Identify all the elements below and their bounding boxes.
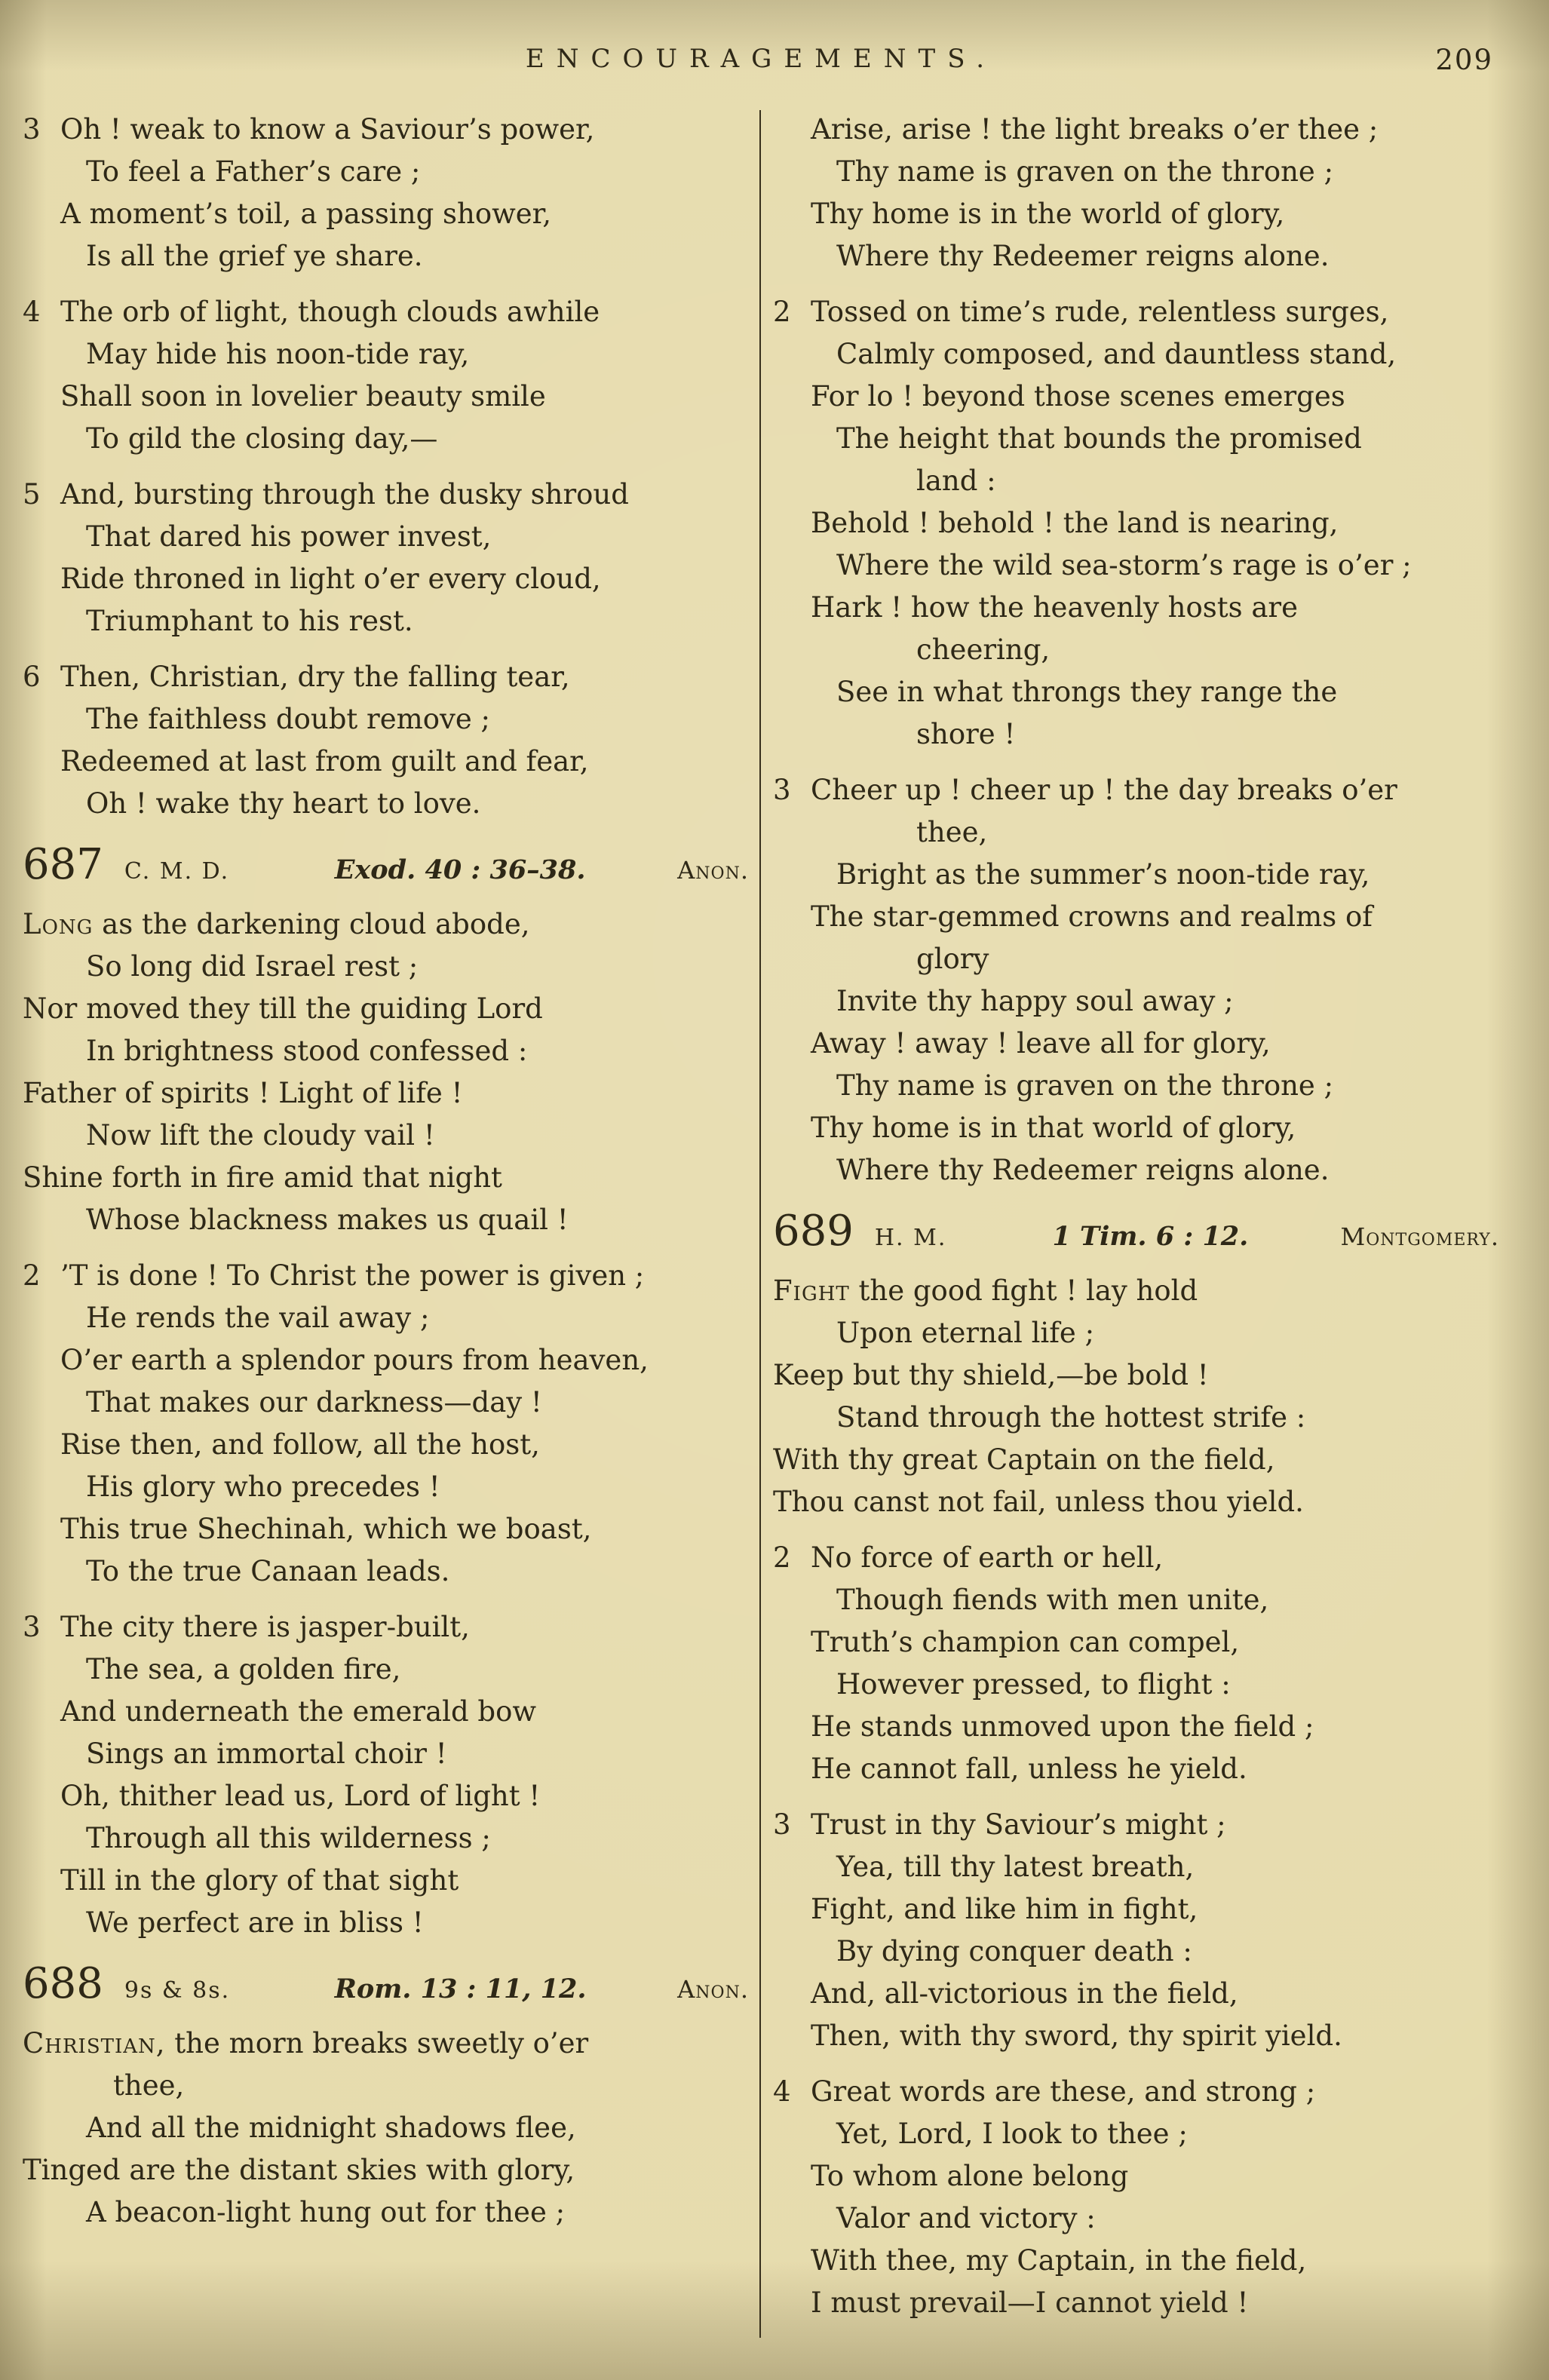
verse-line: The orb of light, though clouds awhile [60,296,600,328]
verse [773,2071,1499,2324]
verse-line: And, bursting through the dusky shroud [60,478,629,511]
verse-line: Tossed on time’s rude, relentless surges, [811,296,1389,328]
verse [773,291,1499,756]
verse-line: To gild the closing day,— [86,422,438,455]
verse-number: 4 [23,296,41,328]
verse-line: A moment’s toil, a passing shower, [60,198,552,230]
verse-line: Truth’s champion can compel, [811,1626,1240,1658]
verse-line: And, all-victorious in the field, [811,1977,1238,2010]
verse-line: The city there is jasper-built, [60,1611,470,1643]
verse-line: Trust in thy Saviour’s might ; [811,1808,1226,1841]
verse [23,109,749,278]
hymn-scripture-reference: Rom. 13 : 11, 12. [334,1974,587,2004]
verse [23,656,749,825]
hymn-header [23,840,749,893]
verse-line: Yea, till thy latest breath, [836,1851,1195,1883]
verse-line: And underneath the emerald bow [60,1695,537,1728]
verse-line: O’er earth a splendor pours from heaven, [60,1344,649,1376]
verse-line: Whose blackness makes us quail ! [86,1204,569,1236]
verse-line: Then, Christian, dry the falling tear, [60,661,570,693]
verse-line: shore ! [916,718,1016,750]
verse-line: Arise, arise ! the light breaks o’er thee ; [811,113,1379,146]
verse-line: The star-gemmed crowns and realms of [811,900,1373,933]
verse-number: 3 [773,1808,791,1841]
verse-line: Thy home is in that world of glory, [811,1112,1296,1144]
hymn-author: Anon. [677,856,749,885]
verse-line: See in what throngs they range the [836,676,1338,708]
verse-line: Oh ! weak to know a Saviour’s power, [60,113,595,146]
verse-number: 4 [773,2075,791,2108]
verse-line: thee, [113,2069,185,2102]
verse [23,1606,749,1944]
verse-line: To the true Canaan leads. [86,1555,450,1587]
hymn-meter: H. M. [874,1225,947,1251]
verse-number: 2 [23,1259,41,1292]
verse-line: Thy home is in the world of glory, [811,198,1285,230]
hymn-author: Anon. [677,1975,749,2004]
verse-line: Redeemed at last from guilt and fear, [60,745,589,777]
verse-line: Sings an immortal choir ! [86,1737,447,1770]
verse-line: A beacon-light hung out for thee ; [86,2196,566,2228]
verse [23,903,749,1241]
verse-line: He stands unmoved upon the field ; [811,1710,1314,1743]
verse-line: The sea, a golden fire, [86,1653,401,1685]
hymn-meter: C. M. D. [124,858,230,885]
verse-line: Tinged are the distant skies with glory, [23,2154,575,2186]
verse-line: The faithless doubt remove ; [86,703,490,735]
verse-line: Though fiends with men unite, [836,1584,1269,1616]
hymn-scripture-reference: Exod. 40 : 36–38. [334,854,586,885]
verse-line: Bright as the summer’s noon-tide ray, [836,858,1370,891]
verse-line: Shall soon in lovelier beauty smile [60,380,546,413]
lead-word: Christian, [23,2027,166,2059]
hymn-number: 687 [23,840,103,889]
verse-line: Then, with thy sword, thy spirit yield. [811,2020,1342,2052]
verse-number: 3 [23,113,41,146]
verse-line: Long as the darkening cloud abode, [23,908,530,940]
verse-line: To whom alone belong [811,2160,1129,2192]
verse-line: Thy name is graven on the throne ; [836,1069,1334,1102]
verse-number: 3 [773,774,791,806]
verse [773,109,1499,278]
verse-line: May hide his noon-tide ray, [86,338,470,370]
verse-number: 5 [23,478,41,511]
verse-line: We perfect are in bliss ! [86,1906,424,1939]
hymn-scripture-reference: 1 Tim. 6 : 12. [1052,1221,1249,1252]
verse-line: Stand through the hottest strife : [836,1401,1306,1434]
page-number: 209 [1435,44,1493,76]
verse-line: Keep but thy shield,—be bold ! [773,1359,1209,1391]
verse [23,2023,749,2234]
verse-line: Calmly composed, and dauntless stand, [836,338,1397,370]
verse-line: This true Shechinah, which we boast, [60,1513,592,1545]
verse-line: land : [916,465,996,497]
verse [773,1537,1499,1790]
verse-line: Rise then, and follow, all the host, [60,1428,540,1461]
verse-line: Christian, the morn breaks sweetly o’er [23,2027,589,2059]
verse-line: Where thy Redeemer reigns alone. [836,240,1330,272]
verse-line: Thou canst not fail, unless thou yield. [773,1486,1304,1518]
verse-line: Cheer up ! cheer up ! the day breaks o’er [811,774,1397,806]
verse-line: Invite thy happy soul away ; [836,985,1234,1017]
hymn-author: Montgomery. [1340,1222,1499,1251]
verse-line: Thy name is graven on the throne ; [836,155,1334,188]
verse-line: With thee, my Captain, in the field, [811,2244,1307,2277]
column-divider [759,110,761,2338]
verse-line: Hark ! how the heavenly hosts are [811,591,1298,624]
hymn-header [23,1959,749,2012]
verse-line: Is all the grief ye share. [86,240,423,272]
verse-line: So long did Israel rest ; [86,950,419,983]
verse-line: Valor and victory : [836,2202,1096,2234]
verse-line: cheering, [916,633,1051,666]
verse-line: ’T is done ! To Christ the power is given ; [60,1259,645,1292]
verse-line: And all the midnight shadows flee, [86,2112,576,2144]
verse-line: Upon eternal life ; [836,1317,1095,1349]
verse-line: Shine forth in fire amid that night [23,1161,502,1194]
verse-number: 2 [773,1541,791,1574]
verse-line: That dared his power invest, [86,520,492,553]
verse-line: Yet, Lord, I look to thee ; [836,2118,1188,2150]
verse-line: Till in the glory of that sight [60,1864,459,1897]
page-header [23,44,1499,94]
verse [23,474,749,643]
verse-line: He cannot fall, unless he yield. [811,1753,1247,1785]
hymn-number: 689 [773,1207,854,1256]
verse-line: Now lift the cloudy vail ! [86,1119,435,1152]
verse [23,291,749,460]
verse-line: The height that bounds the promised [836,422,1362,455]
verse-line: Behold ! behold ! the land is nearing, [811,507,1339,539]
verse [773,1804,1499,2057]
verse-line: I must prevail—I cannot yield ! [811,2286,1249,2319]
verse-line: To feel a Father’s care ; [86,155,421,188]
verse-line: No force of earth or hell, [811,1541,1164,1574]
verse-line: In brightness stood confessed : [86,1035,528,1067]
verse-line: Away ! away ! leave all for glory, [811,1027,1271,1060]
verse-line: His glory who precedes ! [86,1471,440,1503]
verse-line: However pressed, to flight : [836,1668,1231,1701]
verse-line: Fight the good fight ! lay hold [773,1274,1198,1307]
verse-line: He rends the vail away ; [86,1302,430,1334]
verse-line: Nor moved they till the guiding Lord [23,992,543,1025]
verse-line: With thy great Captain on the field, [773,1443,1275,1476]
verse-line: Great words are these, and strong ; [811,2075,1316,2108]
verse-line: Where thy Redeemer reigns alone. [836,1154,1330,1186]
verse-line: Triumphant to his rest. [86,605,413,637]
hymn-header [773,1207,1499,1259]
hymn-meter: 9s & 8s. [124,1977,231,2004]
columns [23,109,1499,2338]
verse-line: glory [916,943,989,975]
verse [773,769,1499,1192]
right-column [773,109,1499,2338]
lead-word: Fight [773,1274,850,1307]
verse-number: 6 [23,661,41,693]
verse-line: By dying conquer death : [836,1935,1192,1967]
verse-line: That makes our darkness—day ! [86,1386,542,1418]
verse [773,1270,1499,1523]
verse-line: Through all this wilderness ; [86,1822,491,1854]
verse-line: Oh, thither lead us, Lord of light ! [60,1780,541,1812]
verse-number: 3 [23,1611,41,1643]
verse-line: Where the wild sea-storm’s rage is o’er ; [836,549,1412,581]
verse [23,1255,749,1593]
verse-line: Fight, and like him in fight, [811,1893,1198,1925]
verse-line: Oh ! wake thy heart to love. [86,787,481,820]
lead-word: Long [23,908,94,940]
hymn-number: 688 [23,1959,103,2008]
verse-line: thee, [916,816,988,848]
verse-line: For lo ! beyond those scenes emerges [811,380,1345,413]
verse-line: Father of spirits ! Light of life ! [23,1077,463,1109]
verse-line: Ride throned in light o’er every cloud, [60,563,601,595]
left-column [23,109,749,2338]
verse-number: 2 [773,296,791,328]
running-title: ENCOURAGEMENTS. [525,44,997,74]
